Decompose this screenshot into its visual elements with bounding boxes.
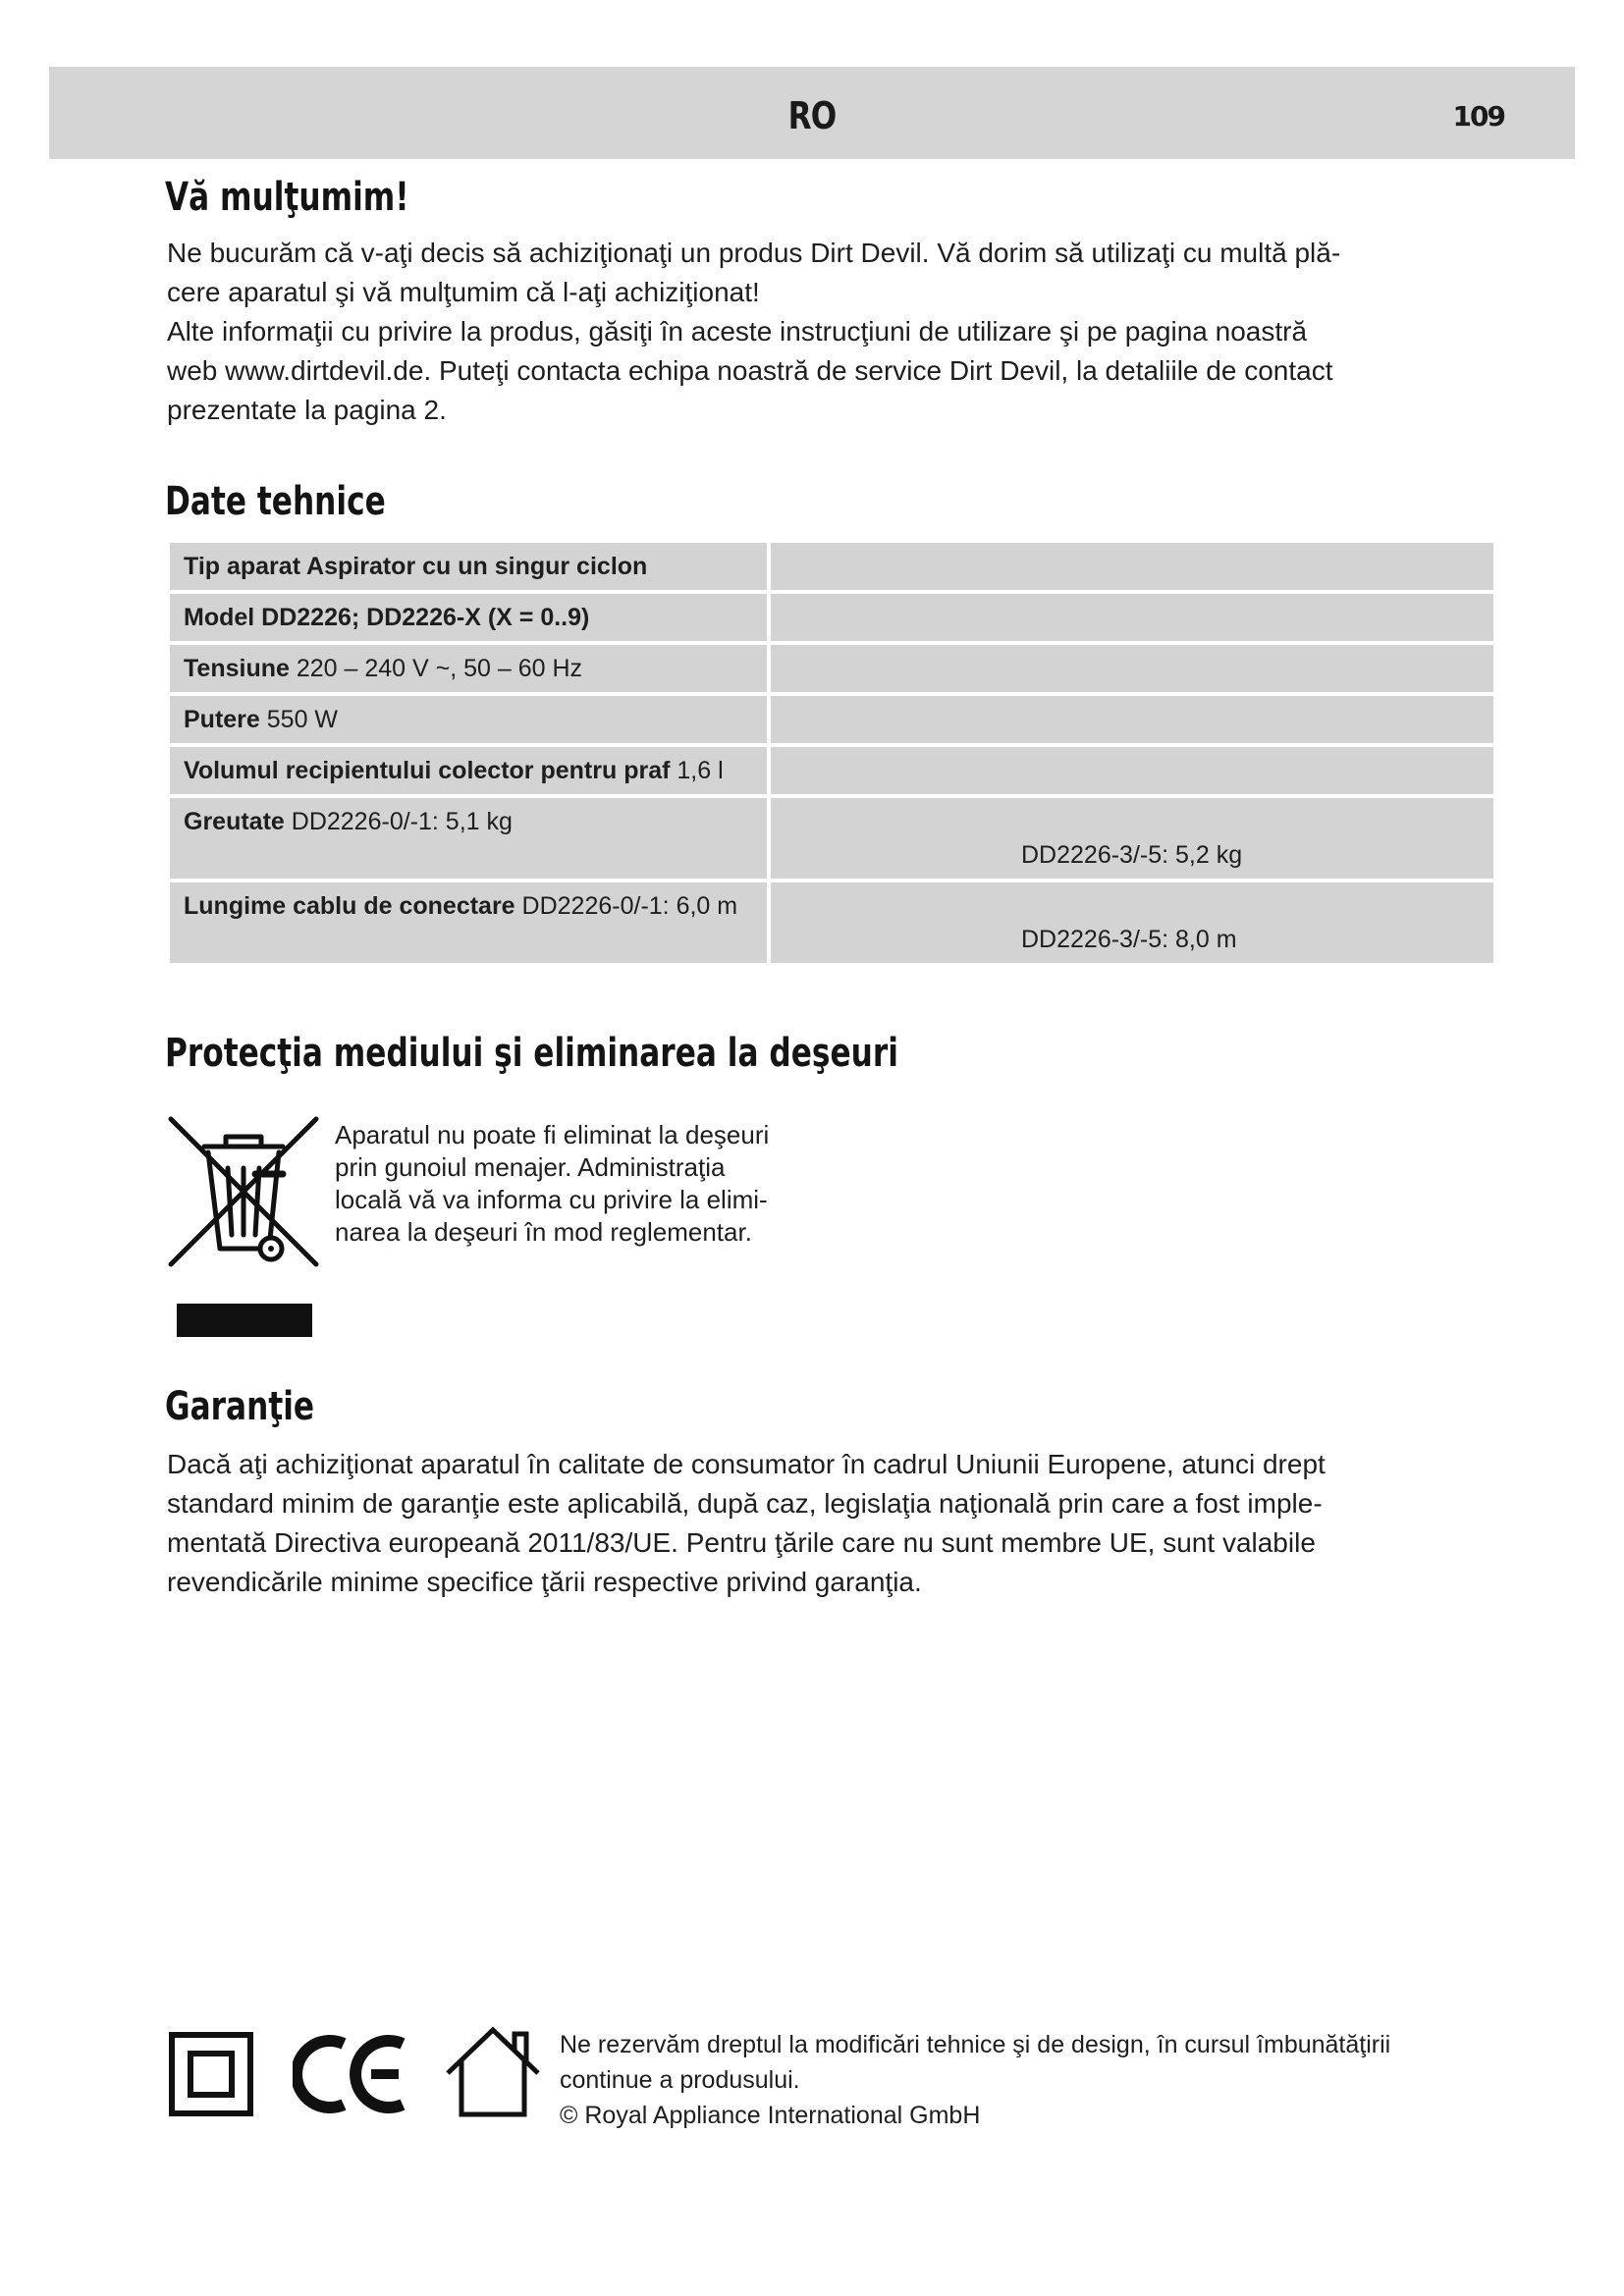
warranty-line: Dacă aţi achiziţionat aparatul în calitate de consumator în cadrul Uniunii Europene, atunci drept bbox=[167, 1449, 1326, 1479]
spec-label: Model DD2226; DD2226-X (X = 0..9) bbox=[184, 604, 590, 631]
spec-value: 1,6 l bbox=[677, 757, 724, 784]
spec-label: Lungime cablu de conectare bbox=[184, 892, 515, 920]
environment-line: Aparatul nu poate fi eliminat la deşeuri bbox=[335, 1120, 770, 1149]
table-row bbox=[170, 882, 1493, 963]
spec-empty-cell bbox=[767, 747, 1493, 794]
ce-mark-icon bbox=[293, 2032, 408, 2116]
footer-line: continue a produsului. bbox=[560, 2066, 800, 2094]
thanks-paragraph bbox=[167, 234, 1340, 430]
table-row bbox=[170, 798, 1493, 879]
table-row bbox=[170, 696, 1493, 743]
warranty-heading: Garanţie bbox=[165, 1384, 315, 1429]
warranty-line: mentată Directiva europeană 2011/83/UE. Pentru ţările care nu sunt membre UE, sunt valabile bbox=[167, 1527, 1316, 1558]
warranty-paragraph bbox=[167, 1445, 1326, 1602]
weee-black-bar bbox=[177, 1304, 312, 1337]
environment-paragraph bbox=[335, 1119, 769, 1249]
spec-label: Tensiune bbox=[184, 655, 290, 682]
thanks-line: Alte informaţii cu privire la produs, găsiţi în aceste instrucţiuni de utilizare şi pe pagina noastră bbox=[167, 316, 1308, 347]
environment-line: narea la deşeuri în mod reglementar. bbox=[335, 1217, 752, 1247]
spec-label: Volumul recipientului colector pentru praf bbox=[184, 757, 671, 784]
spec-cell bbox=[170, 882, 767, 963]
spec-label: Tip aparat Aspirator cu un singur ciclon bbox=[184, 553, 648, 580]
footer-line: Ne rezervăm dreptul la modificări tehnice şi de design, în cursul îmbunătăţirii bbox=[560, 2031, 1391, 2058]
spec-cell bbox=[170, 594, 767, 641]
spec-cell bbox=[170, 747, 767, 794]
spec-second-value: DD2226-3/-5: 5,2 kg bbox=[1021, 841, 1243, 869]
spec-second-value-cell bbox=[767, 798, 1493, 879]
spec-empty-cell bbox=[767, 696, 1493, 743]
spec-value: 550 W bbox=[266, 706, 339, 733]
technical-data-table bbox=[170, 539, 1493, 967]
spec-cell bbox=[170, 696, 767, 743]
environment-line: locală vă va informa cu privire la elimi- bbox=[335, 1185, 768, 1214]
table-row bbox=[170, 543, 1493, 590]
footer-copyright: © Royal Appliance International GmbH bbox=[560, 2102, 981, 2129]
crossed-out-wheelie-bin-icon bbox=[165, 1113, 322, 1270]
thanks-line: prezentate la pagina 2. bbox=[167, 395, 447, 425]
table-row bbox=[170, 645, 1493, 692]
spec-cell bbox=[170, 645, 767, 692]
table-row bbox=[170, 747, 1493, 794]
spec-second-value: DD2226-3/-5: 8,0 m bbox=[1021, 926, 1237, 953]
thanks-line: web www.dirtdevil.de. Puteţi contacta echipa noastră de service Dirt Devil, la detaliile de contact bbox=[167, 355, 1333, 386]
spec-label: Putere bbox=[184, 706, 260, 733]
indoor-use-house-icon bbox=[444, 2026, 542, 2118]
spec-empty-cell bbox=[767, 594, 1493, 641]
spec-cell bbox=[170, 798, 767, 879]
spec-empty-cell bbox=[767, 645, 1493, 692]
environment-line: prin gunoiul menajer. Administraţia bbox=[335, 1152, 726, 1182]
warranty-line: revendicările minime specifice ţării respective privind garanţia. bbox=[167, 1567, 922, 1597]
footer-text bbox=[560, 2027, 1390, 2133]
table-row bbox=[170, 594, 1493, 641]
thanks-line: cere aparatul şi vă mulţumim că l-aţi achiziţionat! bbox=[167, 277, 760, 307]
warranty-line: standard minim de garanţie este aplicabilă, după caz, legislaţia naţională prin care a fost imple- bbox=[167, 1488, 1323, 1519]
spec-value: 220 – 240 V ~, 50 – 60 Hz bbox=[296, 655, 583, 682]
language-code: RO bbox=[787, 94, 837, 137]
thanks-line: Ne bucurăm că v-aţi decis să achiziţionaţi un produs Dirt Devil. Vă dorim să utilizaţi cu multă plă- bbox=[167, 238, 1341, 268]
double-insulation-icon bbox=[169, 2032, 253, 2116]
page-number: 109 bbox=[1452, 100, 1504, 133]
environment-heading: Protecţia mediului şi eliminarea la deşeuri bbox=[165, 1031, 898, 1076]
spec-value: DD2226-0/-1: 6,0 m bbox=[521, 892, 738, 920]
spec-label: Greutate bbox=[184, 808, 285, 835]
spec-empty-cell bbox=[767, 543, 1493, 590]
technical-heading: Date tehnice bbox=[165, 479, 386, 524]
header-bar bbox=[49, 67, 1575, 159]
spec-cell bbox=[170, 543, 767, 590]
spec-value: DD2226-0/-1: 5,1 kg bbox=[291, 808, 513, 835]
spec-second-value-cell bbox=[767, 882, 1493, 963]
thanks-heading: Vă mulţumim! bbox=[165, 175, 409, 220]
